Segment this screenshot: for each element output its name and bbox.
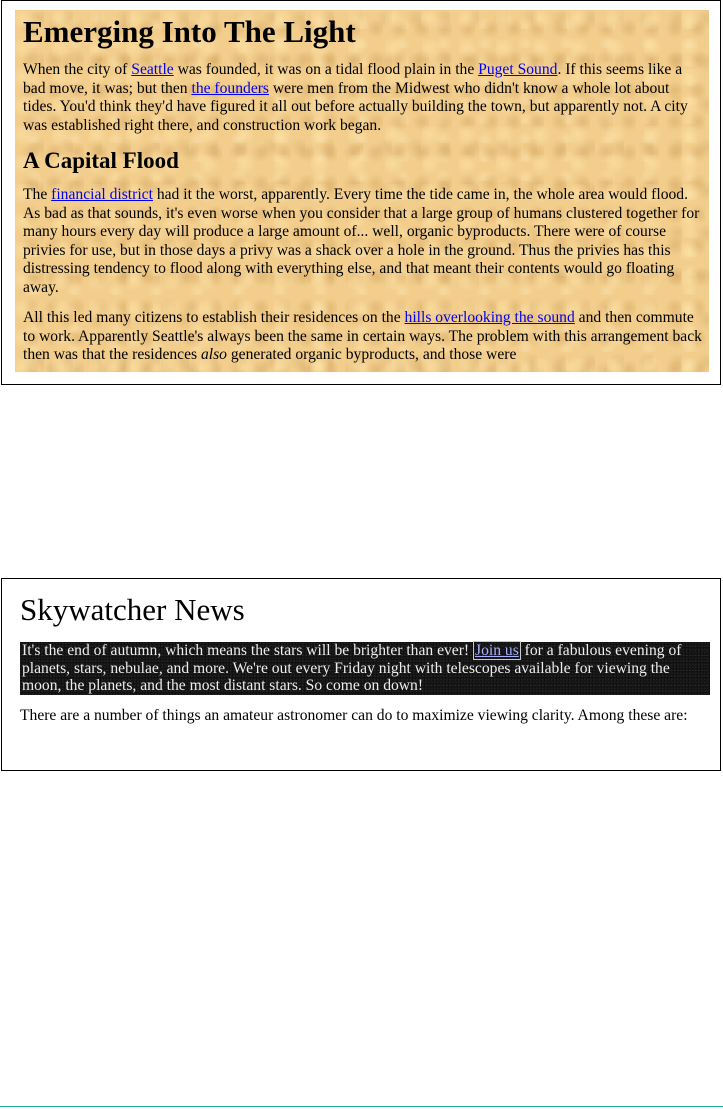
text: generated organic byproducts, and those were xyxy=(226,346,517,363)
figure-skywatcher-news xyxy=(1,578,721,771)
link-hills-overlooking-the-sound[interactable]: hills overlooking the sound xyxy=(404,309,575,326)
page-heading: Emerging Into The Light xyxy=(23,14,356,49)
text: . If this seems like a bad move, it was; but then xyxy=(23,61,683,97)
link-join-us[interactable]: Join us xyxy=(475,642,519,659)
paragraph-viewing-clarity: There are a number of things an amateur astronomer can do to maximize viewing clarity. Among these are: xyxy=(20,706,688,724)
paragraph-hills xyxy=(23,309,703,365)
text: for a fabulous evening of planets, stars, nebulae, and more. We're out every Friday night with telescopes available for viewing the moon, the planets, and the most distant stars. So come on down! xyxy=(22,642,682,694)
footer-rule xyxy=(0,1106,723,1107)
text: All this led many citizens to establish their residences on the xyxy=(23,309,405,326)
figure-emerging-into-the-light xyxy=(1,0,721,385)
text: were men from the Midwest who didn't know a whole lot about tides. You'd think they'd have figured it all out before actually building the town, but apparently not. A city was established right there, and construction work began. xyxy=(23,79,688,134)
link-seattle[interactable]: Seattle xyxy=(131,61,174,78)
parchment-page xyxy=(15,10,709,372)
link-the-founders[interactable]: the founders xyxy=(191,79,269,97)
subheading: A Capital Flood xyxy=(23,148,179,173)
emphasis-also: also xyxy=(200,346,227,363)
text: When the city of xyxy=(23,61,132,78)
text: was founded, it was on a tidal flood plain in the xyxy=(173,61,479,78)
dark-announcement-paragraph xyxy=(20,642,710,695)
link-financial-district[interactable]: financial district xyxy=(51,186,153,203)
page-heading: Skywatcher News xyxy=(20,592,245,627)
paragraph-financial-district xyxy=(23,186,703,297)
text: and then commute to work. Apparently Seattle's always been the same in certain ways. The problem with this arrangement back then was that the residences xyxy=(23,309,702,363)
link-puget-sound[interactable]: Puget Sound xyxy=(478,61,558,78)
text: The xyxy=(23,186,52,203)
paragraph-founding xyxy=(23,61,703,135)
text: had it the worst, apparently. Every time the tide came in, the whole area would flood. As bad as that sounds, it's even worse when you consider that a large group of humans clustered together for many hours every day will produce a large amount of... well, organic byproducts. There were of course privies for use, but in those days a privy was a shack over a hole in the ground. Thus the privies has this distressing tendency to flood along with everything else, and that meant their contents would go floating away. xyxy=(23,186,700,296)
text: It's the end of autumn, which means the stars will be brighter than ever! xyxy=(22,642,474,659)
